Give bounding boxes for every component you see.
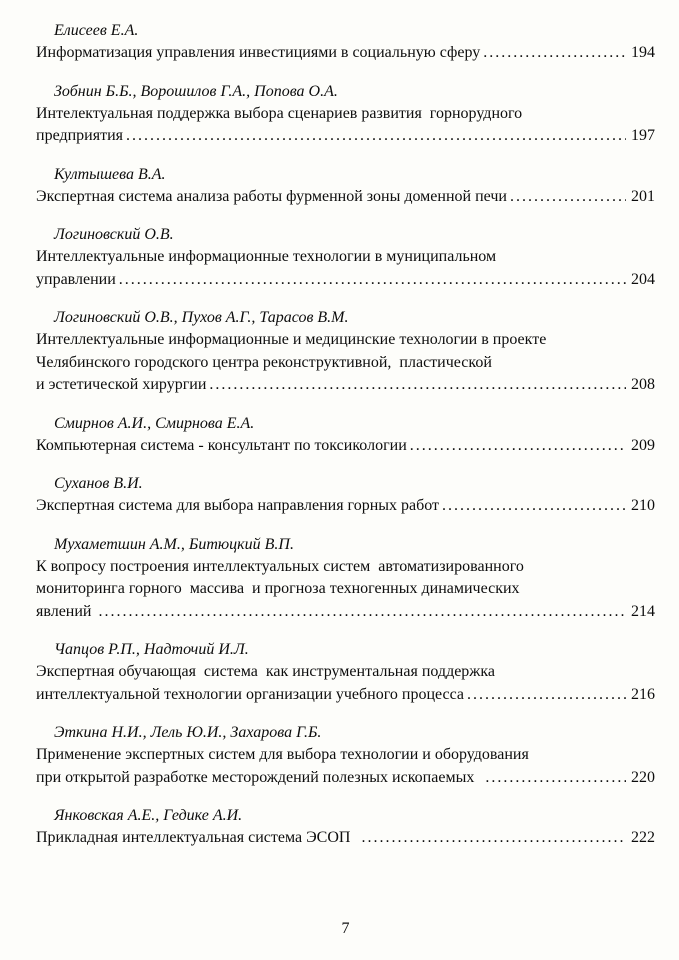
entry-title-line: Интелектуальная поддержка выбора сценариев развития горнорудного [36,104,523,122]
toc-entry [36,722,655,789]
entry-authors: Чапцов Р.П., Надточий И.Л. [54,641,249,658]
entry-title-text: и эстетической хирургии [36,376,207,393]
dot-leader [510,186,626,209]
entry-title-text: Компьютерная система - консультант по токсикологии [36,436,407,454]
entry-page-number: 210 [631,497,655,514]
dot-leader [467,684,626,707]
entry-authors: Логиновский О.В. [54,226,174,243]
entry-title-text: предприятия [36,127,123,144]
entry-page-number: 204 [631,270,655,288]
entry-authors: Зобнин Б.Б., Ворошилов Г.А., Попова О.А. [54,82,338,100]
entry-title-text: явлений [36,602,96,620]
entry-leader-line [36,684,655,707]
entry-title-line: Интеллектуальные информационные технологии в муниципальном [36,248,497,265]
entry-title-text: Экспертная система анализа работы фурменной зоны доменной печи [36,187,507,205]
entry-authors: Култышева В.А. [54,165,166,183]
entry-authors: Елисеев Е.А. [54,22,139,39]
toc-entry [36,307,655,397]
dot-leader [410,435,626,458]
toc-entry [36,805,655,850]
entry-leader-line [36,601,655,624]
toc-entry [36,224,655,291]
entry-page-number: 214 [631,602,655,620]
entry-title-line: Интеллектуальные информационные и медицинские технологии в проекте [36,331,547,348]
dot-leader [209,374,626,397]
dot-leader [442,495,626,518]
entry-leader-line [36,269,655,292]
toc-entry [36,20,655,65]
entry-title-line: К вопросу построения интеллектуальных систем автоматизированного [36,557,524,575]
entry-title-text: управлении [36,270,116,288]
dot-leader [119,269,626,292]
entry-authors: Эткина Н.И., Лель Ю.И., Захарова Г.Б. [54,724,322,741]
entry-page-number: 197 [631,127,655,144]
entry-title-text: при открытой разработке месторождений полезных ископаемых [36,768,483,786]
entry-leader-line [36,495,655,518]
entry-leader-line [36,435,655,458]
entry-page-number: 209 [631,436,655,454]
entry-title-text: Экспертная система для выбора направления горных работ [36,497,440,514]
entry-page-number: 194 [631,44,655,61]
entry-authors: Янковская А.Е., Гедике А.И. [54,807,243,824]
toc-entry [36,534,655,624]
entry-title-text: Информатизация управления инвестициями в социальную сферу [36,44,481,61]
entry-page-number: 222 [631,829,655,846]
entry-leader-line [36,42,655,65]
entry-leader-line [36,374,655,397]
toc-entry [36,413,655,458]
entry-page-number: 208 [631,376,655,393]
entry-title-line: Челябинского городского центра реконструктивной, пластической [36,353,492,371]
entry-leader-line [36,767,655,790]
entry-authors: Мухаметшин А.М., Битюцкий В.П. [54,535,294,553]
dot-leader [485,767,626,790]
entry-title-line: Применение экспертных систем для выбора технологии и оборудования [36,746,529,763]
toc-entry [36,473,655,518]
entry-leader-line [36,186,655,209]
entry-authors: Суханов В.И. [54,475,143,492]
entry-title-line: мониторинга горного массива и прогноза техногенных динамических [36,580,520,597]
toc-entry [36,639,655,706]
entry-authors: Логиновский О.В., Пухов А.Г., Тарасов В.М. [54,309,349,326]
entry-page-number: 216 [631,685,655,703]
entry-page-number: 220 [631,768,655,786]
entry-title-text: Прикладная интеллектуальная система ЭСОП [36,829,359,846]
toc-entry [36,164,655,209]
entry-authors: Смирнов А.И., Смирнова Е.А. [54,414,255,432]
entry-leader-line [36,827,655,850]
entry-title-text: интеллектуальной технологии организации учебного процесса [36,685,465,703]
toc-entry [36,81,655,148]
dot-leader [98,601,626,624]
dot-leader [361,827,626,850]
dot-leader [126,125,626,148]
dot-leader [483,42,626,65]
entry-title-line: Экспертная обучающая система как инструментальная поддержка [36,663,495,680]
entry-page-number: 201 [631,187,655,205]
footer-page-number: 7 [341,920,350,937]
entry-leader-line [36,125,655,148]
